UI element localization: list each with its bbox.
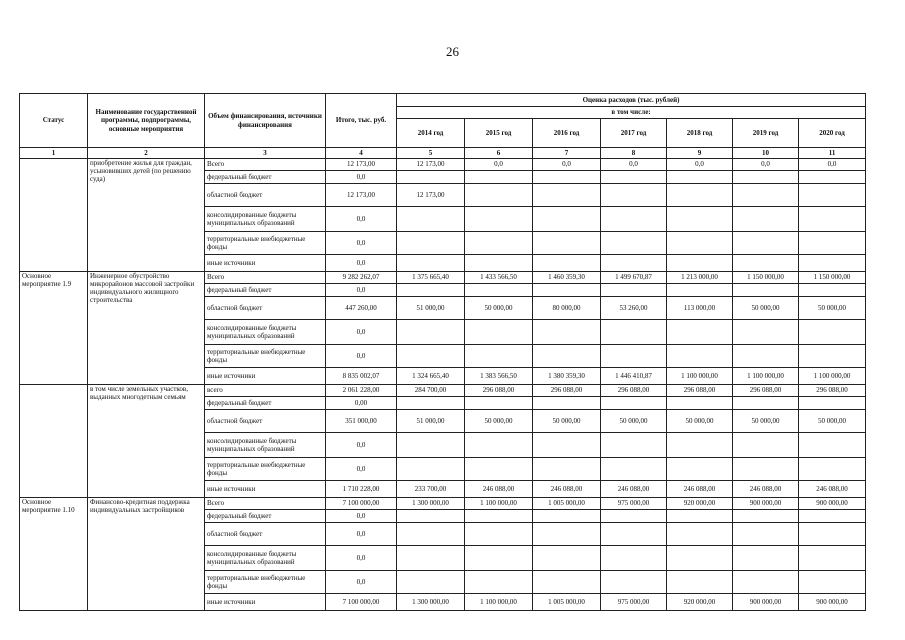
year-value-cell <box>533 284 601 297</box>
year-value-cell <box>465 320 533 345</box>
year-value-cell <box>799 284 866 297</box>
total-cell: 0,0 <box>326 546 397 571</box>
year-value-cell <box>733 171 799 184</box>
year-value-cell: 1 433 566,50 <box>465 272 533 284</box>
year-value-cell <box>667 184 733 207</box>
table-row <box>20 498 866 510</box>
program-name-cell: приобретение жилья для граждан, усыновивших детей (по решению суда) <box>88 159 205 272</box>
year-value-cell: 50 000,00 <box>465 297 533 320</box>
total-cell: 447 260,00 <box>326 297 397 320</box>
year-value-cell <box>601 255 667 272</box>
year-value-cell <box>799 171 866 184</box>
total-cell: 0,0 <box>326 171 397 184</box>
year-value-cell: 1 380 359,30 <box>533 368 601 385</box>
year-value-cell <box>667 207 733 232</box>
year-value-cell <box>533 184 601 207</box>
year-value-cell <box>667 232 733 255</box>
table-row <box>20 272 866 284</box>
year-value-cell <box>465 510 533 523</box>
year-value-cell <box>601 345 667 368</box>
year-value-cell <box>533 523 601 546</box>
year-value-cell <box>465 284 533 297</box>
total-cell: 7 100 000,00 <box>326 594 397 611</box>
year-value-cell <box>465 571 533 594</box>
header-estimate: Оценка расходов (тыс. рублей) <box>397 94 866 107</box>
year-value-cell: 80 000,00 <box>533 297 601 320</box>
total-cell: 0,0 <box>326 255 397 272</box>
financing-source-cell: федеральный бюджет <box>205 510 326 523</box>
year-value-cell: 900 000,00 <box>733 498 799 510</box>
financing-source-cell: консолидированные бюджеты муниципальных образований <box>205 320 326 345</box>
financing-source-cell: иные источники <box>205 594 326 611</box>
status-cell <box>20 159 88 272</box>
year-value-cell <box>601 397 667 410</box>
year-value-cell <box>733 284 799 297</box>
year-value-cell: 0,0 <box>533 159 601 171</box>
financing-source-cell: Всего <box>205 272 326 284</box>
year-value-cell: 0,0 <box>799 159 866 171</box>
year-value-cell <box>397 320 465 345</box>
year-value-cell <box>733 458 799 481</box>
year-value-cell: 1 375 665,40 <box>397 272 465 284</box>
year-value-cell <box>601 207 667 232</box>
table-row <box>20 385 866 397</box>
year-value-cell: 1 300 000,00 <box>397 594 465 611</box>
year-value-cell: 50 000,00 <box>799 297 866 320</box>
year-value-cell: 1 100 000,00 <box>799 368 866 385</box>
year-value-cell <box>667 571 733 594</box>
year-value-cell: 975 000,00 <box>601 498 667 510</box>
year-value-cell <box>533 171 601 184</box>
year-value-cell <box>667 510 733 523</box>
year-value-cell <box>799 510 866 523</box>
year-value-cell <box>397 207 465 232</box>
total-cell: 0,0 <box>326 433 397 458</box>
year-value-cell: 296 088,00 <box>601 385 667 397</box>
year-value-cell <box>601 510 667 523</box>
year-value-cell <box>733 510 799 523</box>
year-value-cell: 1 005 000,00 <box>533 594 601 611</box>
column-number: 7 <box>533 148 601 159</box>
year-value-cell <box>397 458 465 481</box>
year-value-cell <box>533 320 601 345</box>
year-value-cell <box>733 207 799 232</box>
year-value-cell <box>667 255 733 272</box>
year-value-cell <box>601 523 667 546</box>
year-value-cell <box>667 546 733 571</box>
financing-source-cell: областной бюджет <box>205 410 326 433</box>
year-value-cell <box>799 458 866 481</box>
year-value-cell: 246 088,00 <box>601 481 667 498</box>
total-cell: 9 282 262,07 <box>326 272 397 284</box>
year-value-cell <box>397 397 465 410</box>
year-value-cell <box>533 458 601 481</box>
year-value-cell <box>667 345 733 368</box>
year-value-cell <box>533 232 601 255</box>
year-value-cell: 53 260,00 <box>601 297 667 320</box>
year-value-cell <box>533 345 601 368</box>
column-number: 6 <box>465 148 533 159</box>
total-cell: 0,0 <box>326 284 397 297</box>
year-value-cell <box>465 523 533 546</box>
year-value-cell <box>397 546 465 571</box>
year-value-cell <box>601 171 667 184</box>
year-value-cell <box>465 397 533 410</box>
year-value-cell <box>733 320 799 345</box>
header-year: 2014 год <box>397 119 465 148</box>
year-value-cell: 1 446 410,87 <box>601 368 667 385</box>
year-value-cell: 0,0 <box>733 159 799 171</box>
year-value-cell: 50 000,00 <box>667 410 733 433</box>
year-value-cell: 284 700,00 <box>397 385 465 397</box>
column-number: 5 <box>397 148 465 159</box>
year-value-cell <box>733 546 799 571</box>
year-value-cell: 900 000,00 <box>799 498 866 510</box>
year-value-cell <box>465 433 533 458</box>
financing-source-cell: федеральный бюджет <box>205 397 326 410</box>
year-value-cell <box>799 320 866 345</box>
year-value-cell: 233 700,00 <box>397 481 465 498</box>
year-value-cell <box>465 255 533 272</box>
year-value-cell: 1 100 000,00 <box>733 368 799 385</box>
financing-source-cell: территориальные внебюджетные фонды <box>205 458 326 481</box>
total-cell: 0,00 <box>326 397 397 410</box>
program-name-cell: в том числе земельных участков, выданных многодетным семьям <box>88 385 205 498</box>
year-value-cell <box>601 320 667 345</box>
year-value-cell: 975 000,00 <box>601 594 667 611</box>
year-value-cell: 296 088,00 <box>465 385 533 397</box>
year-value-cell: 1 324 665,40 <box>397 368 465 385</box>
year-value-cell <box>533 433 601 458</box>
financing-source-cell: территориальные внебюджетные фонды <box>205 571 326 594</box>
financing-source-cell: областной бюджет <box>205 523 326 546</box>
financing-source-cell: иные источники <box>205 481 326 498</box>
year-value-cell <box>733 184 799 207</box>
year-value-cell: 51 000,00 <box>397 297 465 320</box>
year-value-cell <box>733 571 799 594</box>
year-value-cell <box>533 255 601 272</box>
header-year: 2020 год <box>799 119 866 148</box>
year-value-cell: 1 213 000,00 <box>667 272 733 284</box>
status-cell: Основное мероприятие 1.10 <box>20 498 88 611</box>
year-value-cell <box>601 433 667 458</box>
year-value-cell <box>397 255 465 272</box>
total-cell: 0,0 <box>326 458 397 481</box>
year-value-cell <box>397 171 465 184</box>
year-value-cell <box>397 284 465 297</box>
column-number: 8 <box>601 148 667 159</box>
year-value-cell: 1 005 000,00 <box>533 498 601 510</box>
total-cell: 0,0 <box>326 232 397 255</box>
year-value-cell <box>465 546 533 571</box>
year-value-cell: 1 499 670,87 <box>601 272 667 284</box>
header-total: Итого, тыс. руб. <box>326 94 397 148</box>
year-value-cell <box>601 232 667 255</box>
year-value-cell: 50 000,00 <box>733 410 799 433</box>
year-value-cell: 50 000,00 <box>733 297 799 320</box>
year-value-cell <box>601 458 667 481</box>
year-value-cell: 0,0 <box>601 159 667 171</box>
year-value-cell: 51 000,00 <box>397 410 465 433</box>
year-value-cell <box>799 546 866 571</box>
year-value-cell: 0,0 <box>667 159 733 171</box>
year-value-cell: 296 088,00 <box>733 385 799 397</box>
program-name-cell: Инженерное обустройство микрорайонов массовой застройки индивидуального жилищного строительства <box>88 272 205 385</box>
total-cell: 2 061 228,00 <box>326 385 397 397</box>
total-cell: 7 100 000,00 <box>326 498 397 510</box>
year-value-cell <box>465 207 533 232</box>
year-value-cell <box>465 458 533 481</box>
status-cell: Основное мероприятие 1.9 <box>20 272 88 385</box>
year-value-cell: 246 088,00 <box>533 481 601 498</box>
year-value-cell: 920 000,00 <box>667 498 733 510</box>
year-value-cell <box>465 171 533 184</box>
year-value-cell <box>397 510 465 523</box>
financing-source-cell: Всего <box>205 159 326 171</box>
year-value-cell <box>601 284 667 297</box>
year-value-cell <box>733 397 799 410</box>
year-value-cell <box>799 397 866 410</box>
year-value-cell <box>733 232 799 255</box>
column-number: 1 <box>20 148 88 159</box>
header-year: 2017 год <box>601 119 667 148</box>
year-value-cell: 1 150 000,00 <box>733 272 799 284</box>
financing-source-cell: всего <box>205 385 326 397</box>
total-cell: 12 173,00 <box>326 159 397 171</box>
column-number: 2 <box>88 148 205 159</box>
total-cell: 0,0 <box>326 207 397 232</box>
year-value-cell: 1 100 000,00 <box>667 368 733 385</box>
year-value-cell <box>397 523 465 546</box>
year-value-cell <box>601 184 667 207</box>
year-value-cell <box>667 523 733 546</box>
year-value-cell: 246 088,00 <box>465 481 533 498</box>
financing-source-cell: федеральный бюджет <box>205 171 326 184</box>
year-value-cell <box>799 571 866 594</box>
header-financing: Объем финансирования, источники финансирования <box>205 94 326 148</box>
total-cell: 12 173,00 <box>326 184 397 207</box>
year-value-cell: 900 000,00 <box>733 594 799 611</box>
financing-source-cell: консолидированные бюджеты муниципальных образований <box>205 433 326 458</box>
year-value-cell <box>533 510 601 523</box>
year-value-cell: 1 300 000,00 <box>397 498 465 510</box>
column-number: 3 <box>205 148 326 159</box>
total-cell: 0,0 <box>326 510 397 523</box>
financing-source-cell: областной бюджет <box>205 184 326 207</box>
year-value-cell: 246 088,00 <box>667 481 733 498</box>
program-name-cell: Финансово-кредитная поддержка индивидуальных застройщиков <box>88 498 205 611</box>
header-status: Статус <box>20 94 88 148</box>
financing-source-cell: территориальные внебюджетные фонды <box>205 345 326 368</box>
year-value-cell <box>733 433 799 458</box>
total-cell: 8 835 002,07 <box>326 368 397 385</box>
header-year: 2019 год <box>733 119 799 148</box>
year-value-cell <box>533 207 601 232</box>
budget-table <box>19 93 866 611</box>
year-value-cell: 50 000,00 <box>533 410 601 433</box>
header-year: 2018 год <box>667 119 733 148</box>
financing-source-cell: консолидированные бюджеты муниципальных образований <box>205 207 326 232</box>
header-year: 2016 год <box>533 119 601 148</box>
year-value-cell <box>799 207 866 232</box>
financing-source-cell: консолидированные бюджеты муниципальных образований <box>205 546 326 571</box>
year-value-cell <box>799 184 866 207</box>
year-value-cell <box>397 433 465 458</box>
year-value-cell <box>601 571 667 594</box>
column-number: 11 <box>799 148 866 159</box>
year-value-cell <box>667 284 733 297</box>
year-value-cell <box>397 345 465 368</box>
header-year: 2015 год <box>465 119 533 148</box>
year-value-cell: 246 088,00 <box>799 481 866 498</box>
column-number: 4 <box>326 148 397 159</box>
status-cell <box>20 385 88 498</box>
year-value-cell: 296 088,00 <box>799 385 866 397</box>
header-including: в том числе: <box>397 107 866 119</box>
year-value-cell: 0,0 <box>465 159 533 171</box>
table-row <box>20 159 866 171</box>
year-value-cell <box>667 397 733 410</box>
header-program-name: Наименование государственной программы, подпрограммы, основные мероприятия <box>88 94 205 148</box>
year-value-cell <box>533 571 601 594</box>
total-cell: 351 000,00 <box>326 410 397 433</box>
year-value-cell: 1 383 566,50 <box>465 368 533 385</box>
financing-source-cell: иные источники <box>205 368 326 385</box>
year-value-cell: 296 088,00 <box>533 385 601 397</box>
year-value-cell <box>799 433 866 458</box>
year-value-cell <box>799 523 866 546</box>
year-value-cell: 1 100 000,00 <box>465 594 533 611</box>
year-value-cell <box>667 171 733 184</box>
total-cell: 1 710 228,00 <box>326 481 397 498</box>
total-cell: 0,0 <box>326 345 397 368</box>
total-cell: 0,0 <box>326 320 397 345</box>
year-value-cell: 1 100 000,00 <box>465 498 533 510</box>
year-value-cell <box>397 232 465 255</box>
total-cell: 0,0 <box>326 523 397 546</box>
year-value-cell <box>465 345 533 368</box>
financing-source-cell: Всего <box>205 498 326 510</box>
year-value-cell: 1 150 000,00 <box>799 272 866 284</box>
financing-source-cell: областной бюджет <box>205 297 326 320</box>
year-value-cell <box>667 320 733 345</box>
year-value-cell: 246 088,00 <box>733 481 799 498</box>
year-value-cell <box>465 184 533 207</box>
year-value-cell <box>533 546 601 571</box>
year-value-cell <box>601 546 667 571</box>
year-value-cell <box>733 255 799 272</box>
year-value-cell: 50 000,00 <box>799 410 866 433</box>
year-value-cell: 50 000,00 <box>465 410 533 433</box>
year-value-cell <box>733 523 799 546</box>
year-value-cell <box>799 255 866 272</box>
year-value-cell <box>799 345 866 368</box>
year-value-cell <box>533 397 601 410</box>
column-number: 9 <box>667 148 733 159</box>
year-value-cell: 900 000,00 <box>799 594 866 611</box>
year-value-cell: 920 000,00 <box>667 594 733 611</box>
year-value-cell <box>667 433 733 458</box>
year-value-cell <box>465 232 533 255</box>
year-value-cell: 1 460 359,30 <box>533 272 601 284</box>
page-number: 26 <box>446 44 459 59</box>
column-number: 10 <box>733 148 799 159</box>
financing-source-cell: федеральный бюджет <box>205 284 326 297</box>
total-cell: 0,0 <box>326 571 397 594</box>
year-value-cell: 12 173,00 <box>397 159 465 171</box>
year-value-cell <box>397 571 465 594</box>
year-value-cell <box>733 345 799 368</box>
year-value-cell: 50 000,00 <box>601 410 667 433</box>
year-value-cell: 296 088,00 <box>667 385 733 397</box>
year-value-cell: 113 000,00 <box>667 297 733 320</box>
year-value-cell <box>799 232 866 255</box>
financing-source-cell: иные источники <box>205 255 326 272</box>
year-value-cell <box>667 458 733 481</box>
financing-source-cell: территориальные внебюджетные фонды <box>205 232 326 255</box>
year-value-cell: 12 173,00 <box>397 184 465 207</box>
